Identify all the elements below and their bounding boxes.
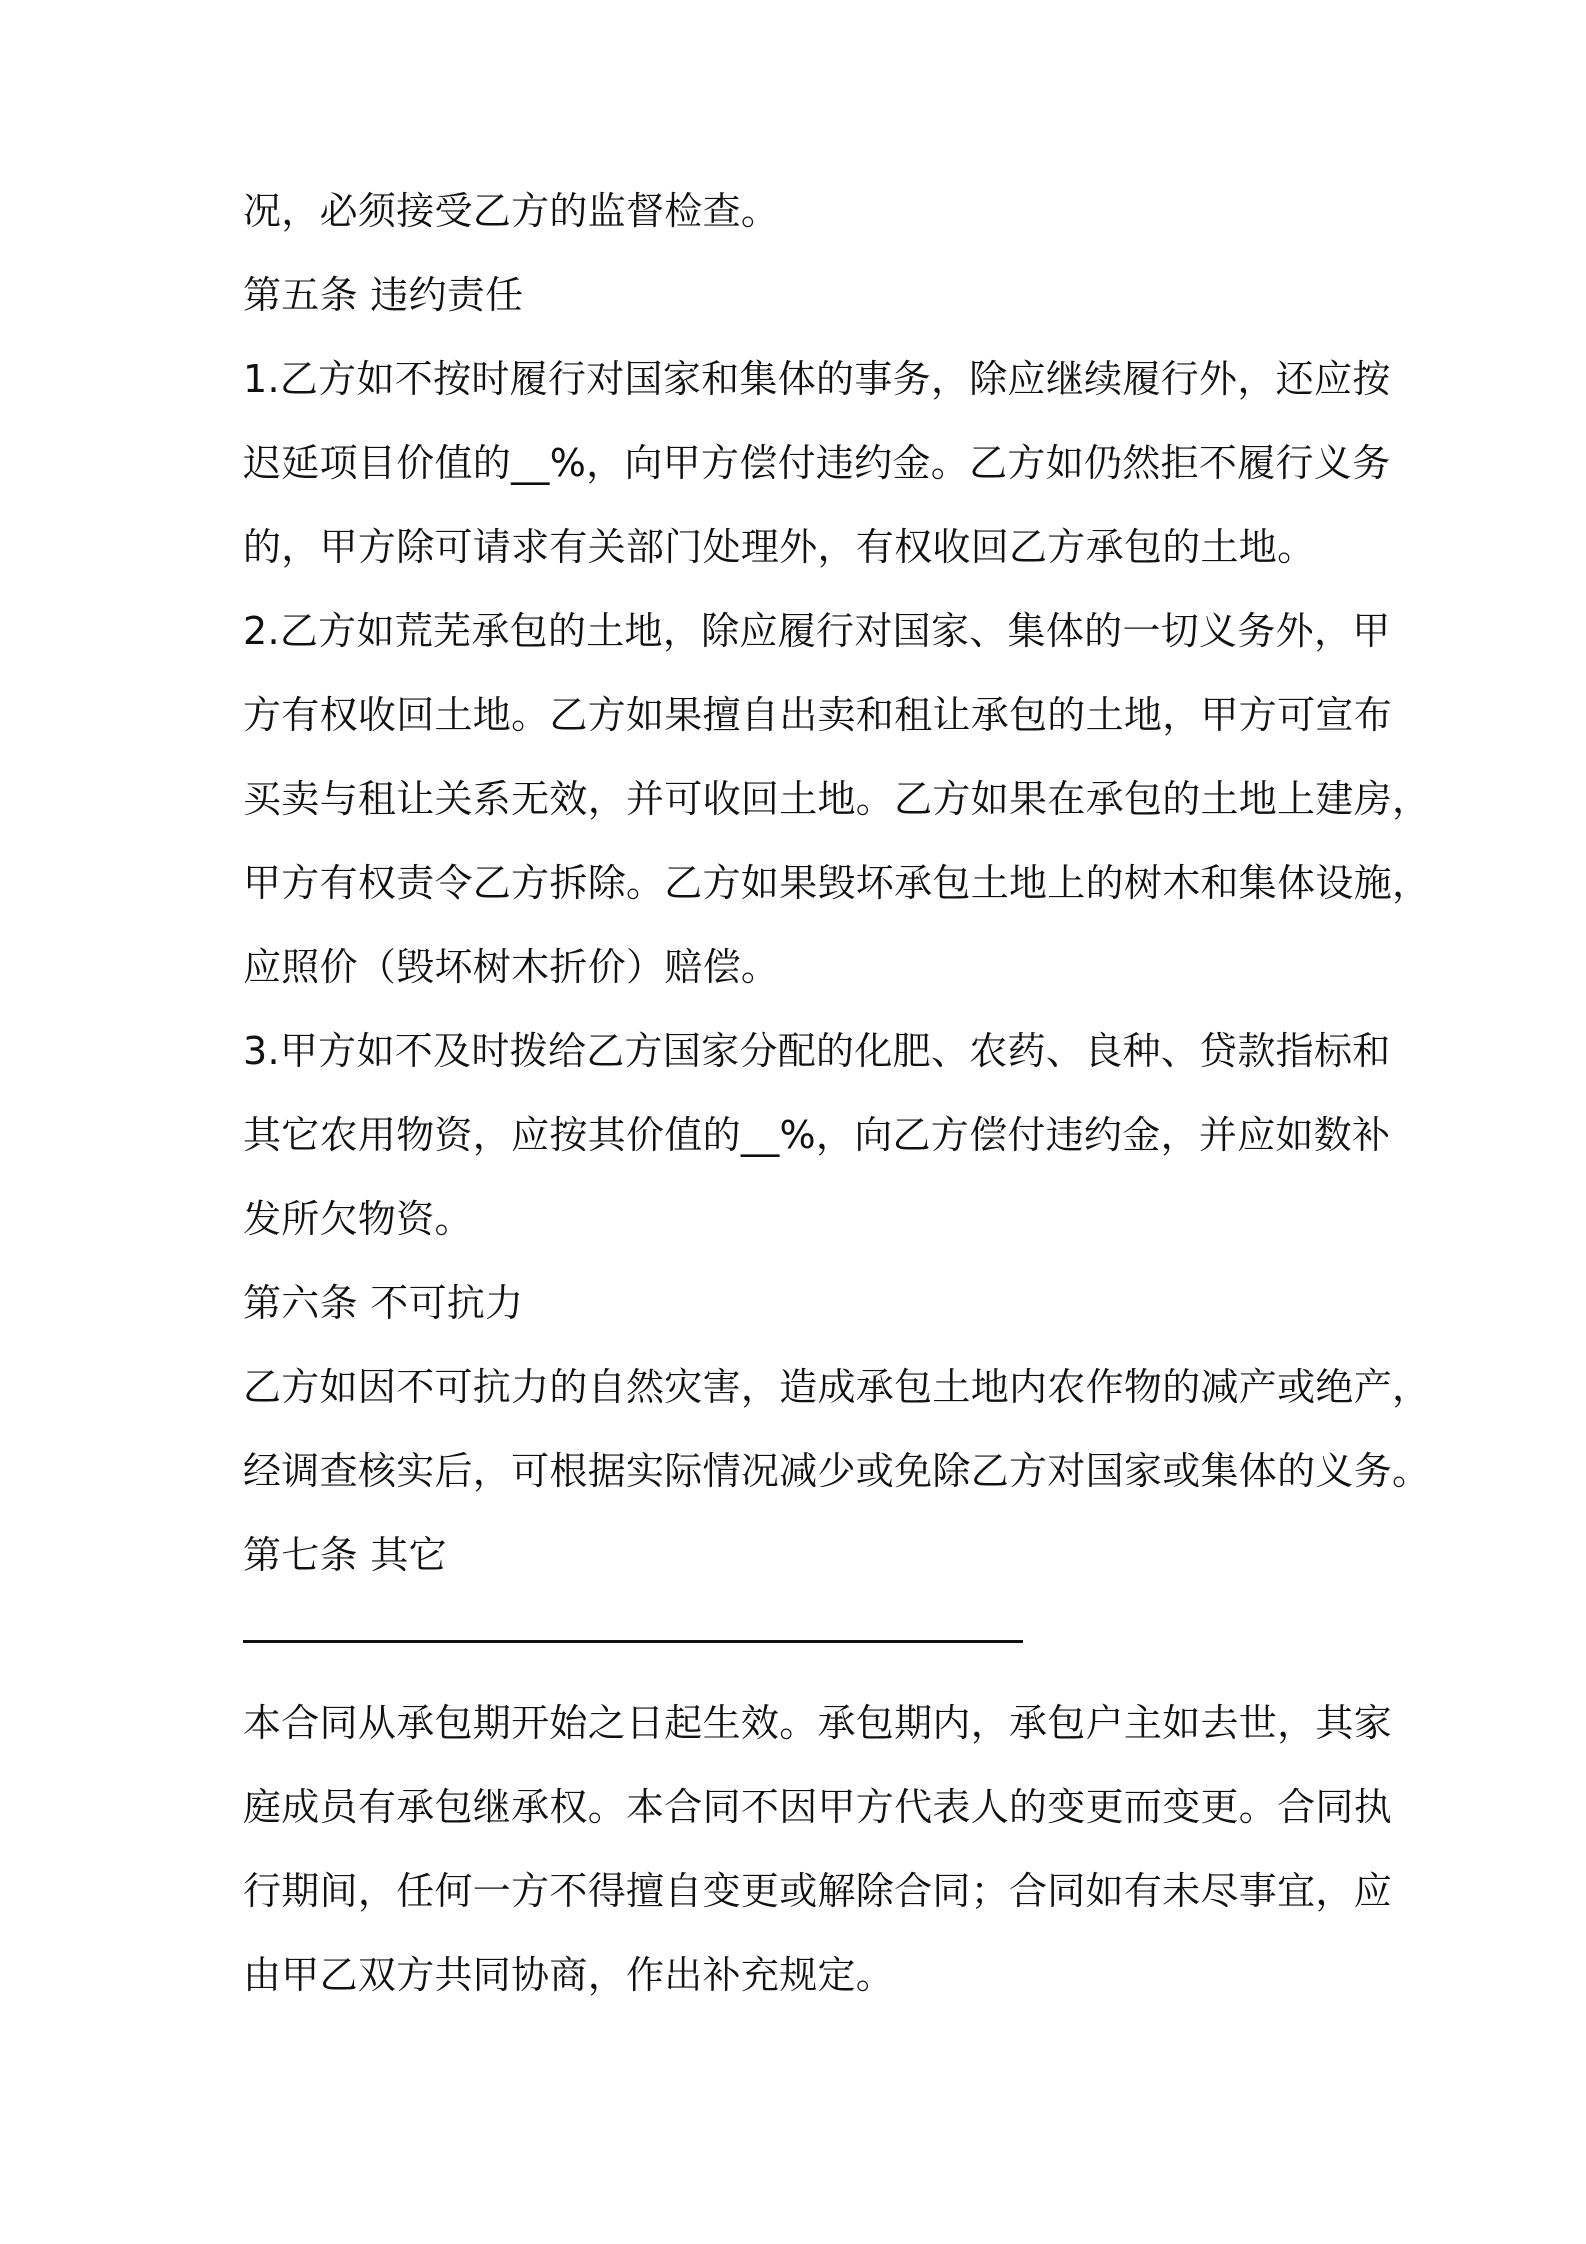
text-line: 庭成员有承包继承权。本合同不因甲方代表人的变更而变更。合同执 [243, 1785, 1393, 1829]
document-body [243, 189, 1431, 2038]
text-line: 2.乙方如荒芜承包的土地，除应履行对国家、集体的一切义务外，甲 [243, 609, 1391, 653]
text-line: 发所欠物资。 [243, 1197, 473, 1241]
text-line: 由甲乙双方共同协商，作出补充规定。 [243, 1953, 895, 1997]
text-line: 3.甲方如不及时拨给乙方国家分配的化肥、农药、良种、贷款指标和 [243, 1029, 1391, 1073]
text-line: 经调查核实后，可根据实际情况减少或免除乙方对国家或集体的义务。 [243, 1449, 1431, 1493]
text-line: 迟延项目价值的__%，向甲方偿付违约金。乙方如仍然拒不履行义务 [243, 441, 1391, 485]
text-line: 乙方如因不可抗力的自然灾害，造成承包土地内农作物的减产或绝产， [243, 1365, 1431, 1409]
text-line: 甲方有权责令乙方拆除。乙方如果毁坏承包土地上的树木和集体设施， [243, 861, 1431, 905]
text-line: 况，必须接受乙方的监督检查。 [243, 189, 780, 233]
article-heading: 第七条 其它 [243, 1533, 447, 1577]
article-heading: 第五条 违约责任 [243, 273, 524, 317]
blank-fill-line [243, 1618, 1373, 1660]
text-line: 的，甲方除可请求有关部门处理外，有权收回乙方承包的土地。 [243, 525, 1316, 569]
underline-rule [243, 1640, 1023, 1643]
text-line: 1.乙方如不按时履行对国家和集体的事务，除应继续履行外，还应按 [243, 357, 1391, 401]
article-heading: 第六条 不可抗力 [243, 1281, 524, 1325]
text-line: 买卖与租让关系无效，并可收回土地。乙方如果在承包的土地上建房， [243, 777, 1431, 821]
text-line: 应照价（毁坏树木折价）赔偿。 [243, 945, 780, 989]
text-line: 行期间，任何一方不得擅自变更或解除合同；合同如有未尽事宜，应 [243, 1869, 1393, 1913]
text-line: 方有权收回土地。乙方如果擅自出卖和租让承包的土地，甲方可宣布 [243, 693, 1393, 737]
text-line: 其它农用物资，应按其价值的__%，向乙方偿付违约金，并应如数补 [243, 1113, 1391, 1157]
text-line: 本合同从承包期开始之日起生效。承包期内，承包户主如去世，其家 [243, 1701, 1393, 1745]
